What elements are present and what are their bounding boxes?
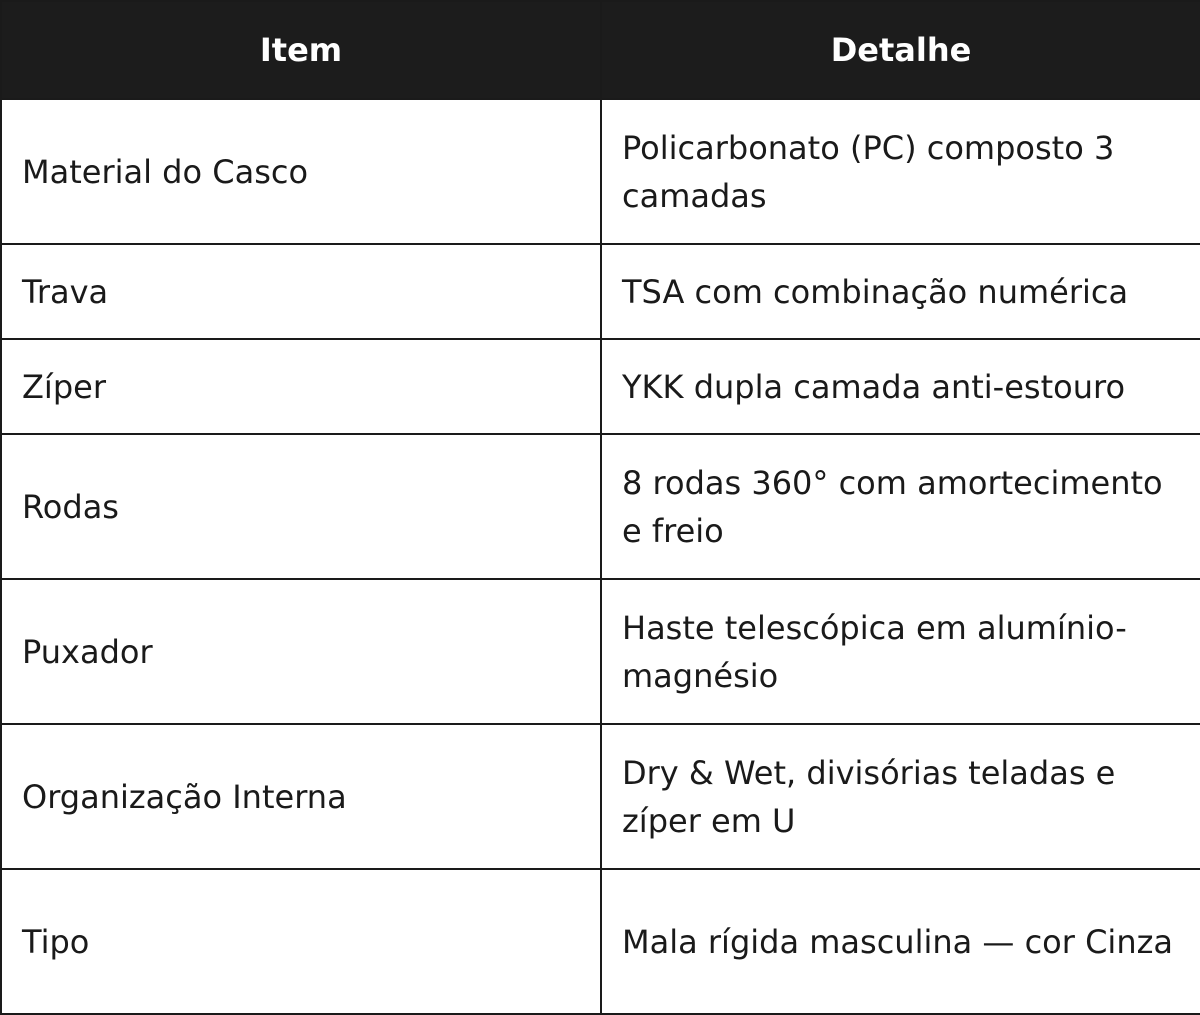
cell-detail: Dry & Wet, divisórias teladas e zíper em U (601, 724, 1200, 869)
table-body (1, 99, 1200, 1014)
cell-item: Tipo (1, 869, 601, 1014)
cell-item: Organização Interna (1, 724, 601, 869)
cell-item: Material do Casco (1, 99, 601, 244)
cell-item: Zíper (1, 339, 601, 434)
cell-item: Puxador (1, 579, 601, 724)
cell-detail: Policarbonato (PC) composto 3 camadas (601, 99, 1200, 244)
cell-detail: TSA com combinação numérica (601, 244, 1200, 339)
table-row (1, 579, 1200, 724)
cell-detail: YKK dupla camada anti-estouro (601, 339, 1200, 434)
header-detail: Detalhe (601, 1, 1200, 99)
cell-item: Trava (1, 244, 601, 339)
cell-detail: Mala rígida masculina — cor Cinza (601, 869, 1200, 1014)
cell-detail: Haste telescópica em alumínio-magnésio (601, 579, 1200, 724)
cell-detail: 8 rodas 360° com amortecimento e freio (601, 434, 1200, 579)
header-item: Item (1, 1, 601, 99)
table-row (1, 869, 1200, 1014)
header-row (1, 1, 1200, 99)
table-row (1, 244, 1200, 339)
table-header (1, 1, 1200, 99)
table-row (1, 434, 1200, 579)
table-row (1, 724, 1200, 869)
table-row (1, 99, 1200, 244)
table-row (1, 339, 1200, 434)
cell-item: Rodas (1, 434, 601, 579)
